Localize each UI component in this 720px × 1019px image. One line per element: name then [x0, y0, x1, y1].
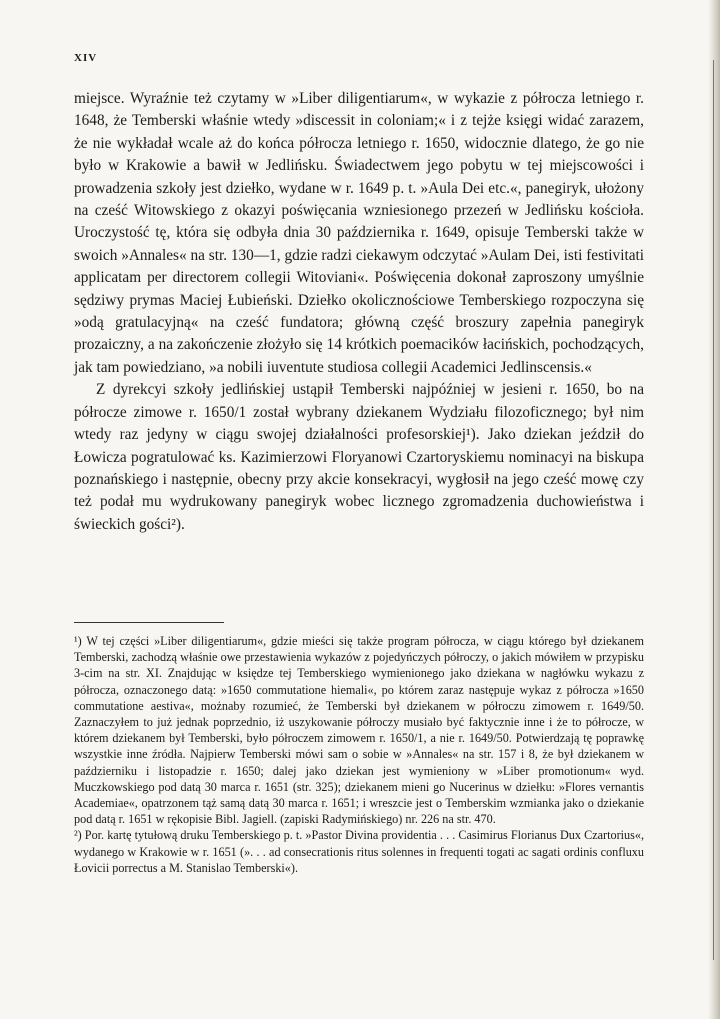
paragraph-1: miejsce. Wyraźnie też czytamy w »Liber diligentiarum«, w wykazie z półrocza letniego r. 1648, że Temberski właśnie wtedy »discessit in coloniam;« i z tejże księgi widać zarazem, że nie wykładał wcale aż do końca półrocza letniego r. 1650, widocznie dlatego, że go nie było w Krakowie a bawił w Jedlińsku. Świadectwem jego pobytu w tej miejscowości i prowadzenia szkoły jest dziełko, wydane w r. 1649 p. t. »Aula Dei etc.«, panegiryk, ułożony na cześć Witowskiego z okazyi poświęcania wzniesionego przezeń w Jedlińsku kościoła. Uroczystość tę, która się odbyła dnia 30 października r. 1649, opisuje Temberski także w swoich »Annales« na str. 130—1, gdzie radzi ciekawym odczytać »Aulam Dei, isti festivitati applicatam per directorem collegii Witoviani«. Poświęcenia dokonał zaproszony umyślnie sędziwy prymas Maciej Łubieński. Dziełko okolicznościowe Temberskiego rozpoczyna się »odą gratulacyjną« na cześć fundatora; główną część broszury zapełnia panegiryk prozaiczny, a na zakończenie złożyło się 14 krótkich poemacików łacińskich, pochodzących, jak tam powiedziano, »a nobili iuventute studiosa collegii Academici Jedlinscensis.« [74, 90, 644, 376]
paragraph-2: Z dyrekcyi szkoły jedlińskiej ustąpił Temberski najpóźniej w jesieni r. 1650, bo na półrocze zimowe r. 1650/1 został wybrany dziekanem Wydziału filozoficznego; był nim wtedy raz jedyny w ciągu swojej działalności profesorskiej¹). Jako dziekan jeździł do Łowicza pogratulować ks. Kazimierzowi Floryanowi Czartoryskiemu nominacyi na biskupa poznańskiego i następnie, obecny przy akcie konsekracyi, wygłosił na jego cześć mowę czy też podał mu wydrukowany panegiryk wobec licznego zgromadzenia duchowieństwa i świeckich gości²). [74, 381, 644, 533]
footnote-2: ²) Por. kartę tytułową druku Temberskiego p. t. »Pastor Divina providentia . . . Casimirus Florianus Dux Czartorius«, wydanego w Krakowie w r. 1651 (». . . ad consecrationis ritus solennes in frequenti togati ac sagati ordinis confluxu Łovicii porrectus a M. Stanislao Temberski«). [74, 828, 644, 875]
main-text [74, 88, 644, 536]
footnotes [74, 633, 644, 876]
footnote-1: ¹) W tej części »Liber diligentiarum«, gdzie mieści się także program półrocza, w ciągu którego był dziekanem Temberski, zachodzą właśnie owe przestawienia wykazów z pojedyńczych półroczy, o jakich mówiłem w przypisku 3-cim na str. XI. Znajdując w księdze tej Temberskiego wymienionego jako dziekana w nagłówku wykazu z półrocza, oznaczonego datą: »1650 commutatione hiemali«, po którem zaraz następuje wykaz z półrocza »1650 commutatione aestiva«, możnaby rozumieć, że Temberski był dziekanem w półroczu zimowem r. 1649/50. Zaznaczyłem to już jednak poprzednio, iż uszykowanie półroczy musiało być faktycznie inne i że to półrocze, w którem dziekanem był Temberski, było półroczem zimowem r. 1650/1, a nie r. 1649/50. Potwierdzają tę poprawkę wszystkie inne źródła. Najpierw Temberski mówi sam o sobie w »Annales« na str. 157 i 8, że był dziekanem w październiku i listopadzie r. 1650; dalej jako dziekan jest wymieniony w »Liber promotionum« wyd. Muczkowskiego pod datą 30 marca r. 1651 (str. 325); dziekanem mieni go Nucerinus w dziełku: »Flores vernantis Academiae«, opatrzonem tąż samą datą 30 marca r. 1651; i wreszcie jest o Temberskim wzmianka jako o dziekanie pod datą r. 1651 w rękopisie Bibl. Jagiell. (zapiski Radymińskiego) nr. 226 na str. 470. [74, 634, 644, 827]
footnote-rule [74, 622, 224, 623]
page-number: XIV [74, 52, 98, 64]
scan-edge [708, 0, 720, 1019]
scan-line [713, 60, 714, 960]
